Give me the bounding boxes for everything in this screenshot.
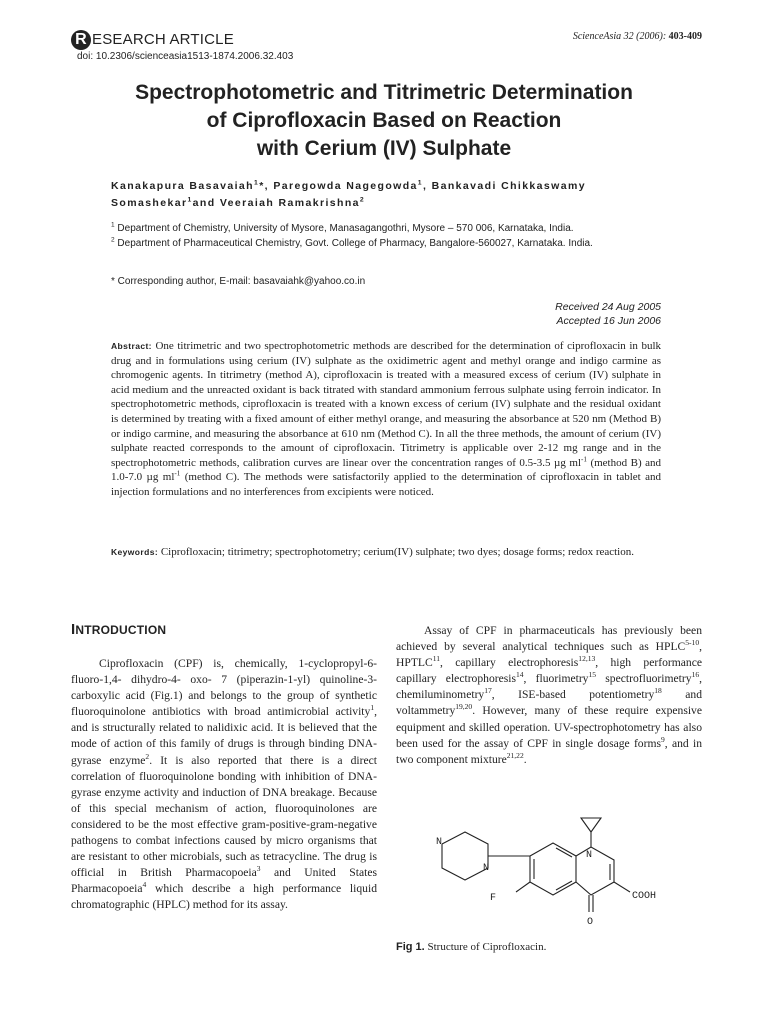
author-4-affil: 1 bbox=[187, 196, 193, 204]
section-heading-introduction bbox=[71, 621, 166, 638]
ciprofloxacin-structure-diagram bbox=[430, 812, 700, 932]
keywords-text: Ciprofloxacin; titrimetry; spectrophotometry; cerium(IV) sulphate; two dyes; dosage forms; redox reaction. bbox=[160, 546, 634, 558]
title-line-1: Spectrophotometric and Titrimetric Determination bbox=[135, 81, 633, 104]
abstract-text-1: One titrimetric and two spectrophotometric methods are described for the determination of ciprofloxacin in bulk drug and in formulations using cerium (IV) sulphate as the oxidimetric agent and methyl orange and indigo carmine as chromogenic agents. In titrimetry (method A), ciprofloxacin is treated with a measured excess of cerium (IV) sulphate in acid medium and the unreacted oxidant is back titrated with standard ammonium ferrous sulphate using ferroin indicator. In spectrophotometric methods, ciprofloxacin is treated with a known excess of cerium (IV) sulphate and the residual oxidant is determined by treating with a fixed amount of either methyl orange, and measuring the absorbance at 520 nm (Method B) or indigo carmine, and measuring the absorbance at 610 nm (Method C). In all the three methods, the amount of cerium (IV) sulphate reacted corresponds to the amount of ciprofloxacin. Titrimetry is applicable over 2-12 mg range and in the spectrophotometric methods, calibration curves are linear over the concentration ranges of 0.5-3.5 µg ml bbox=[111, 340, 662, 469]
affiliation-2-text: Department of Pharmaceutical Chemistry, Govt. College of Pharmacy, Bangalore-560027, Karnataka. India. bbox=[117, 238, 593, 249]
abstract-label: Abstract: bbox=[111, 341, 152, 351]
author-3: Bankavadi Chikkaswamy bbox=[431, 180, 586, 192]
author-4: Somashekar bbox=[111, 197, 188, 209]
author-1-affil: 1 bbox=[253, 179, 260, 187]
abstract-sup-2: -1 bbox=[174, 469, 181, 478]
affiliation-1 bbox=[111, 222, 671, 235]
structure-label-cooh: COOH bbox=[632, 891, 657, 902]
figure-label: Fig 1. bbox=[396, 941, 425, 953]
keywords-label: Keywords: bbox=[111, 547, 159, 557]
abstract-text-3: (method C). The methods were satisfactorily applied to the determination of ciprofloxacin in tablet and injection formulations and no interferences from excipients were noticed. bbox=[111, 471, 661, 498]
article-dates bbox=[555, 300, 661, 328]
figure-caption bbox=[396, 941, 546, 953]
author-2-affil: 1 bbox=[417, 179, 423, 187]
title-line-2: of Ciprofloxacin Based on Reaction bbox=[206, 109, 562, 132]
accepted-date: Accepted 16 Jun 2006 bbox=[556, 315, 661, 327]
journal-pages: 403-409 bbox=[668, 31, 702, 42]
structure-label-o: O bbox=[587, 917, 594, 928]
author-1: Kanakapura Basavaiah bbox=[111, 180, 254, 192]
affiliation-2 bbox=[111, 237, 671, 250]
structure-label-n-ring: N bbox=[586, 850, 593, 861]
author-5-affil: 2 bbox=[359, 196, 366, 204]
journal-name: ScienceAsia bbox=[572, 31, 622, 42]
paper-title bbox=[60, 79, 708, 163]
journal-reference bbox=[573, 31, 702, 42]
heading-initial: I bbox=[71, 621, 76, 638]
heading-rest: NTRODUCTION bbox=[75, 623, 167, 637]
author-2: Paregowda Nagegowda bbox=[273, 180, 418, 192]
abstract-sup-1: -1 bbox=[581, 455, 587, 464]
title-line-3: with Cerium (IV) Sulphate bbox=[256, 137, 512, 160]
structure-label-n-bottom: N bbox=[483, 863, 490, 874]
journal-volume-year: 32 (2006): bbox=[623, 31, 667, 42]
structure-label-f: F bbox=[490, 893, 497, 904]
paragraph: Assay of CPF in pharmaceuticals has previously been achieved by several analytical techniques such as HPLC$^{5-10}$, HPTLC$^{11}$, capillary electrophoresis$^{12,13}$, high performance capillary electrophoresis$^{14}$, fluorimetry$^{15}$ spectrofluorimetry$^{16}$, chemiluminometry$^{17}$, ISE-based potentiometry$^{18}$ and voltammetry$^{19,20}$. However, many of these require expensive equipment and skilled operation. UV-spectrophotometry has also been used for the assay of CPF in single dosage forms$^9$, and in two component mixture$^{21,22}$. bbox=[396, 624, 702, 766]
author-5: and Veeraiah Ramakrishna bbox=[192, 197, 360, 209]
abstract-text-2: (method B) and 1.0-7.0 µg ml bbox=[111, 456, 661, 484]
affiliation-2-number: 2 bbox=[111, 236, 115, 244]
figure-caption-text: Structure of Ciprofloxacin. bbox=[427, 941, 547, 953]
author-list: Kanakapura Basavaiah$^1$*, Paregowda Nagegowda$^1$, Bankavadi Chikkaswamy Somashekar$^1$and Veeraiah Ramakrishna$^2$ bbox=[111, 179, 586, 209]
author-1-star: *, bbox=[259, 180, 269, 192]
keywords bbox=[111, 545, 661, 560]
corresponding-author: * Corresponding author, E-mail: basavaiahk@yahoo.co.in bbox=[111, 276, 366, 287]
affiliation-1-text: Department of Chemistry, University of Mysore, Manasagangothri, Mysore – 570 006, Karnataka, India. bbox=[117, 223, 574, 234]
article-type-initial: R bbox=[71, 30, 91, 50]
body-column-left bbox=[71, 656, 377, 914]
abstract bbox=[111, 339, 661, 500]
structure-label-n-top: N bbox=[436, 837, 443, 848]
affiliation-1-number: 1 bbox=[111, 221, 115, 229]
doi: doi: 10.2306/scienceasia1513-1874.2006.32.403 bbox=[77, 51, 294, 62]
article-type-rest: ESEARCH ARTICLE bbox=[92, 31, 234, 48]
paragraph: Ciprofloxacin (CPF) is, chemically, 1-cyclopropyl-6-fluoro-1,4- dihydro-4- oxo- 7 (piperazin-1-yl) quinoline-3-carboxylic acid (Fig.1) and belongs to the group of synthetic fluoroquinolone antibiotics with broad antimicrobial activity$^1$, and is structurally related to nalidixic acid. It is believed that the mode of action of this family of drugs is through binding DNA-gyrase enzyme$^2$. It is also reported that there is a direct correlation of fluoroquinolone bonding with inhibition of DNA-gyrase enzyme activity and induction of DNA breakage. Because of this special mechanism of action, fluoroquinolones are considered to be the most effective gram-positive-gram-negative pathogens to combat infections caused by micro organisms that are resistant to other microbials, such as tetracycline. The drug is official in British Pharmacopoeia$^3$ and United States Pharmacopoeia$^4$ which describe a high performance liquid chromatographic (HPLC) method for its assay. bbox=[71, 657, 377, 912]
article-type-label bbox=[71, 30, 234, 50]
body-column-right bbox=[396, 623, 702, 768]
received-date: Received 24 Aug 2005 bbox=[555, 301, 661, 313]
